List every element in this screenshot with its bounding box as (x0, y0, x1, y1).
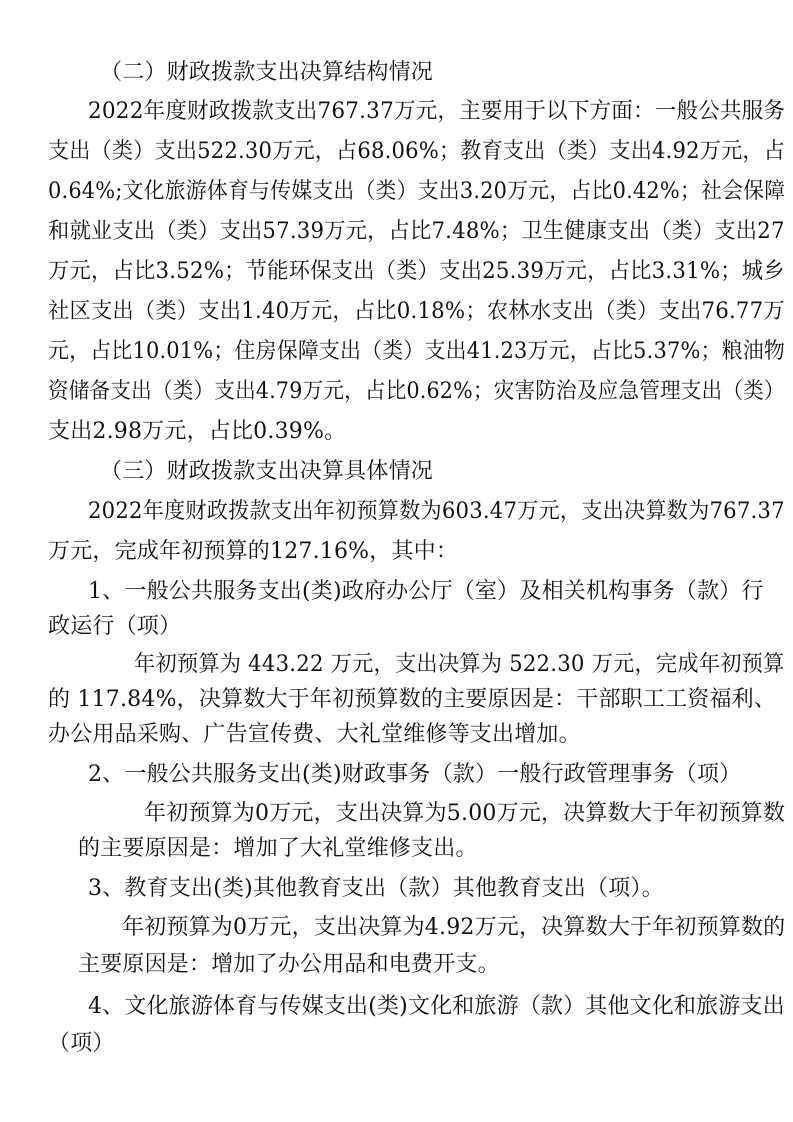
paragraph-line: 2022年度财政拨款支出767.37万元，主要用于以下方面：一般公共服务 (88, 99, 786, 124)
paragraph-line: 资储备支出（类）支出4.79万元，占比0.62%；灾害防治及应急管理支出（类） (48, 379, 785, 404)
item-body-line: 年初预算为0万元，支出决算为5.00万元，决算数大于年初预算数 (144, 801, 786, 826)
section-heading-3: （三）财政拨款支出决算具体情况 (100, 459, 434, 484)
item-title-line: 2、一般公共服务支出(类)财政事务（款）一般行政管理事务（项） (88, 762, 742, 787)
paragraph-line: 和就业支出（类）支出57.39万元，占比7.48%；卫生健康支出（类）支出27 (48, 219, 785, 244)
paragraph-line: 0.64%;文化旅游体育与传媒支出（类）支出3.20万元，占比0.42%；社会保障 (48, 179, 786, 204)
item-title-line: 政运行（项） (48, 614, 182, 639)
paragraph-line: 元，占比10.01%；住房保障支出（类）支出41.23万元，占比5.37%；粮油物 (48, 339, 785, 364)
paragraph-line: 万元，完成年初预算的127.16%，其中： (48, 539, 459, 564)
paragraph-line: 支出2.98万元，占比0.39%。 (48, 419, 347, 444)
item-body-line: 年初预算为 443.22 万元，支出决算为 522.30 万元，完成年初预算 (134, 652, 785, 677)
paragraph-line: 万元，占比3.52%；节能环保支出（类）支出25.39万元，占比3.31%；城乡 (48, 259, 785, 284)
item-title-line: 4、文化旅游体育与传媒支出(类)文化和旅游（款）其他文化和旅游支出 (88, 994, 785, 1019)
item-title-line: 3、教育支出(类)其他教育支出（款）其他教育支出（项）。 (88, 876, 664, 901)
item-body-line: 的主要原因是：增加了大礼堂维修支出。 (78, 836, 478, 861)
item-body-line: 年初预算为0万元，支出决算为4.92万元，决算数大于年初预算数的 (122, 915, 786, 940)
paragraph-line: 社区支出（类）支出1.40万元，占比0.18%；农林水支出（类）支出76.77万 (48, 299, 785, 324)
item-title-line: （项） (48, 1031, 115, 1056)
item-body-line: 主要原因是：增加了办公用品和电费开支。 (78, 952, 500, 977)
section-heading-2: （二）财政拨款支出决算结构情况 (100, 60, 434, 85)
item-title-line: 1、一般公共服务支出(类)政府办公厅（室）及相关机构事务（款）行 (88, 579, 764, 604)
paragraph-line: 2022年度财政拨款支出年初预算数为603.47万元，支出决算数为767.37 (88, 499, 785, 524)
paragraph-line: 支出（类）支出522.30万元，占68.06%；教育支出（类）支出4.92万元，占 (48, 139, 786, 164)
item-body-line: 的 117.84%，决算数大于年初预算数的主要原因是：干部职工工资福利、 (48, 687, 777, 712)
item-body-line: 办公用品采购、广告宣传费、大礼堂维修等支出增加。 (48, 722, 581, 747)
